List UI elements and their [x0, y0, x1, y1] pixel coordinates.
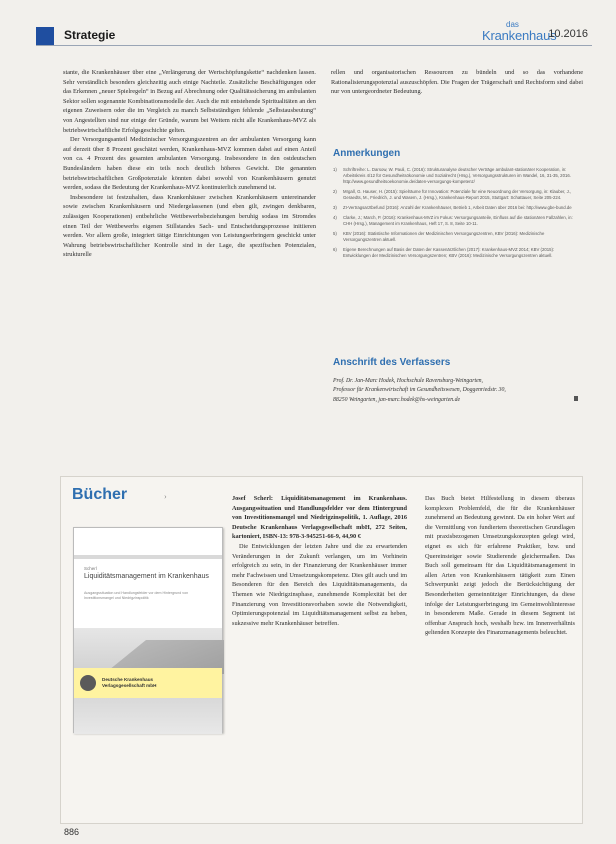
article-paragraph: stante, die Krankenhäuser über eine „Verlängerung der Wertschöpfungskette“ nachdenken lassen. Sehr verständlich besonders gleichzeitig auch einige Nachteile. Zusätzliche Beschäftigungen oder das Erkennen „neuer Spielregeln“ in Bezug auf Abrechnung oder Qualitätssicherung im ambulanten Sektor sollen sogenannte Kombinationsmodelle der. Auch die mit entstehende Spiritualitäten an den eigenen Zuweisern oder die im Vergleich zu manch Selbstständigen fehlende „Selbstausbeutung“ von Angestellten sind nur einige der Gründe, warum bei Weitem nicht alle Krankenhaus-MVZ als betriebswirtschaftliche Erfolgsgeschichte gelten.	[63, 69, 316, 134]
page-number: 886	[64, 827, 80, 837]
article-paragraph: rellen und organisatorischen Ressourcen zu bündeln und so das vorhandene Rationalisierungspotenzial auszuschöpfen. Die Fragen der Trägerschaft und Rechtsform sind dabei nur von untergeordneter Bedeutung.	[331, 69, 583, 96]
note-item	[333, 189, 583, 201]
arrow-icon: ›	[164, 492, 167, 501]
publisher-badge	[74, 668, 222, 698]
address-line: 88250 Weingarten, jan-marc.hodek@hs-weingarten.de	[333, 396, 461, 403]
note-item	[333, 215, 583, 227]
publisher-line: Verlagsgesellschaft mbH	[102, 683, 157, 688]
journal-logo	[482, 20, 557, 46]
issue-number: 10.2016	[548, 28, 588, 40]
note-number: 1)	[333, 167, 337, 172]
note-text: Clarke, J.; March, P. (2016): Krankenhaus-MVZ im Fokus: Versorgungsanteile, Einfluss auf die stationären Fallzahlen, in: CHH (Hrsg.), Management im Krankenhaus, Heft 17, S. 8, Seite 10-11.	[343, 215, 573, 226]
cover-title: Liquiditätsmanagement im Krankenhaus	[84, 573, 209, 580]
note-item	[333, 167, 583, 185]
note-number: 2)	[333, 189, 337, 194]
publisher-line: Deutsche Krankenhaus	[102, 677, 154, 683]
book-review-paragraph: Das Buch bietet Hilfestellung in diesem überaus komplexen Problemfeld, die für die Krankenhäuser zunehmend an Bedeutung gewinnt. Da ein hoher Wert auf die Vermittlung von fundiertem theoretischen Grundlagen mit praxisbezogenen Umsetzungskonzepten gelegt wird, eignet es sich für erfahrene Praktiker, bzw. und Quereinsteiger sowie Studierende gleichermaßen. Das Buch soll gemeinsam für das Liquiditätsmanagement in allen Arten von Krankenhäusern tätigkeit zum Einen Schwerpunkt zeigt jedoch die Berücksichtigung der Besonderheiten gemeinnütziger Einrichtungen, da diese infolge der Leistungserbringung im Gemeinwohlinteresse in besonderem Maße. Gerade in diesem Segment ist offenbar Anspruch hoch, weshalb bzw. im Innenverhältnis geltenden Konzepte des Finanzmanagements beleuchtet.	[425, 495, 575, 637]
section-color-tab	[36, 27, 54, 45]
address-line: Professor für Krankenwirtschaft im Gesundheitswesen, Doggenriedstr. 30,	[333, 387, 506, 394]
note-item	[333, 231, 583, 243]
book-bibliographic-entry: Josef Scherl: Liquiditätsmanagement im Krankenhaus. Ausgangssituation und Handlungsfelder vor dem Hintergrund von Investitionsmangel und Niedrigzinspolitik, 1. Auflage, 2016 Deutsche Krankenhaus Verlagsgesellschaft mbH, 272 Seiten, kartoniert, ISBN-13: 978-3-945251-66-9, 44,90 €	[232, 495, 407, 541]
article-end-mark	[574, 396, 578, 401]
note-item	[333, 205, 583, 211]
note-number: 6)	[333, 247, 337, 252]
note-number: 5)	[333, 231, 337, 236]
notes-list	[333, 167, 583, 263]
logo-das: das	[506, 20, 519, 29]
note-text: Eigene Berechnungen auf Basis der Daten der Kassenärztlichen (2017): Krankenhaus-MVZ 2014; KBV (2015): Entwicklungen der Medizinischen Versorgungszentren; KBV (2016): Medizinische Versorgungszentren aktuell.	[343, 247, 555, 258]
note-number: 4)	[333, 215, 337, 220]
publisher-name	[102, 677, 156, 688]
author-address	[333, 377, 573, 405]
note-text: Mrgall, G. Hauser, H. (2015): Spielräume für Innovation: Potenziale für eine Neuordnung der Versorgung, in: Klauber, J., Geraedts, M., Friedrich, J. und Wasem, J. (Hrsg.), Krankenhaus-Report 2015, Stuttgart: Schattauer, Seite 205-224.	[343, 189, 572, 200]
logo-krankenhaus: Krankenhaus	[482, 28, 557, 43]
section-label: Strategie	[64, 28, 116, 42]
book-cover	[73, 527, 223, 733]
book-section-title: Bücher	[72, 486, 128, 503]
book-review-column-2	[425, 494, 575, 638]
article-paragraph: Insbesondere ist festzuhalten, dass Krankenhäuser zwischen Krankenhäusern untereinander sowie zwischen Krankenhäusern und Niedergelassenen (und eben gilt, zwingen denkbaren, zulässigen Kooperationen) entbehrliche Wettbewerbsbeziehungen beruhig sodass im Stromdes einen Teil der Wettbewerbs eigenen Stillstandes Sach- und Entscheidungsprozesse initiieren werden. Vor allem große, integriert tätige Einrichtungen von Leistungserbringern geschickt unter Wahrung betriebswirtschaftlicher Kontrolle sind in der Lage, die spezifischen Potenzialen, strukturelle	[63, 193, 316, 259]
page-header	[36, 20, 592, 46]
author-address-heading: Anschrift des Verfassers	[333, 357, 451, 368]
address-line: Prof. Dr. Jan-Marc Hodek, Hochschule Ravensburg-Weingarten,	[333, 378, 483, 384]
cover-author: Scherl	[84, 566, 97, 571]
article-right-column	[331, 68, 583, 97]
article-paragraph: Der Versorgungsanteil Medizinischer Versorgungszentren an der ambulanten Versorgung kann auf derzeit über 8 Prozent geschätzt werden, Krankenhaus-MVZ kommen dabei auf einen Anteil von ca. 4 Prozent des gesamten ambulanten Versorgung. Insbesondere in den ostdeutschen Bundesländern haben diese ein teils noch deutlich höheres Gewicht. Die genannten betriebswirtschaftlichen Großpotenziale könnten dabei sowohl von Krankenhäusern genutzt werden, sodass die Bedeutung der Krankenhaus-MVZ kontinuierlich zunehmend ist.	[63, 136, 316, 192]
article-left-column	[63, 68, 316, 260]
cover-band	[74, 555, 222, 559]
publisher-logo-icon	[80, 675, 96, 691]
book-review-paragraph: Die Entwicklungen der letzten Jahre und die zu erwartenden Veränderungen in der Zukunft verlangen, um im Vorhinein erfolgreich zu sein, in der Finanzierung der Krankenhäuser immer mehr Fachwissen und Umsetzungskompetenz. Dies gilt auch und im Besonderen für den Bereich des Liquiditätsmanagements, da Themen wie Niedrigzinsphase, zunehmende Komplexität bei der Finanzierung von Investitionsvorhaben sowie die Notwendigkeit, Optimierungspotenzial im Liquiditätsmanagement selbst zu heben, sukzessive mehr Krankenhäuser betreffen.	[232, 542, 407, 627]
cover-subtitle: Ausgangssituation und Handlungsfelder vor dem Hintergrund von Investitionsmangel und Niedrigzinspolitik	[84, 591, 189, 600]
notes-heading: Anmerkungen	[333, 148, 401, 159]
note-text: Schriftreihe: L. Darsow, W. Pauli, C. (2016): Strukturanalyse deutscher Verträge ambulant-stationärer Kooperation, in: Arbeitskreis 4/12 für Gesundheitsökonomie und Sozialrecht (Hrsg.), Versorgungsstrukturen im Wandel, 16, 31-35, 2016. http://www.gesundheitsoekonomie.de/daten-versorgungs-kompetenz/	[343, 167, 571, 184]
note-text: ZI-Vertragsarztbefund (2016): Anzahl der Krankenhäuser, Betrieb 1, Arbeit Daten über 2016 bei: http://www.gbe-bund.de	[343, 205, 572, 210]
book-review-column-1	[232, 494, 407, 628]
note-number: 3)	[333, 205, 337, 210]
note-text: KBV (2016): Statistische Informationen der Medizinischen Versorgungszentren, KBV (2016): Medizinische Versorgungszentren aktuell.	[343, 231, 545, 242]
note-item	[333, 247, 583, 259]
